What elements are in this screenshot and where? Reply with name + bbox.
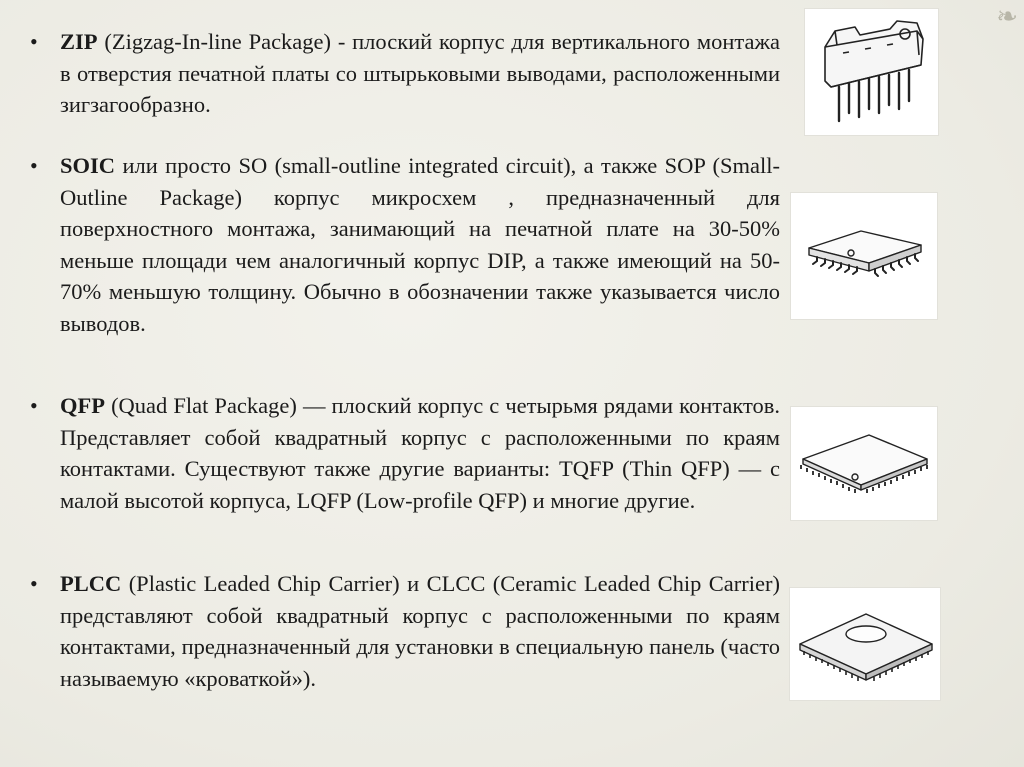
bullet-dot: • <box>30 29 38 54</box>
bullet-text: (Zigzag-In-line Package) - плоский корпус для вертикального монтажа в отверстия печатной платы со штырьковыми выводами, расположенными зигзагообразно. <box>60 29 780 117</box>
bullet-qfp <box>20 390 780 516</box>
bullet-term: ZIP <box>60 29 98 54</box>
qfp-package-illustration-icon <box>791 407 937 520</box>
bullet-soic <box>20 150 780 339</box>
bullet-term: QFP <box>60 393 105 418</box>
bullet-text: или просто SO (small-outline integrated circuit), а также SOP (Small-Outline Package) корпус микросхем , предназначенный для поверхностного монтажа, занимающий на печатной плате на 30-50% меньше площади чем аналогичный корпус DIP, а также имеющий на 50-70% меньшую толщину. Обычно в обозначении также указывается число выводов. <box>60 153 780 336</box>
bullet-text: (Plastic Leaded Chip Carrier) и CLCC (Ceramic Leaded Chip Carrier) представляют собой квадратный корпус с расположенными по краям контактами, предназначенный для установки в специальную панель (часто называемую «кроваткой»). <box>60 571 780 691</box>
plcc-package-illustration-icon <box>790 588 940 700</box>
bullet-dot: • <box>30 153 38 178</box>
corner-ornament-icon: ❧ <box>996 2 1018 31</box>
bullet-zip <box>20 26 780 121</box>
bullet-dot: • <box>30 393 38 418</box>
bullet-plcc <box>20 568 780 694</box>
bullet-term: SOIC <box>60 153 116 178</box>
bullet-term: PLCC <box>60 571 122 596</box>
soic-package-illustration-icon <box>791 193 937 319</box>
zip-package-illustration-icon <box>805 9 938 135</box>
bullet-dot: • <box>30 571 38 596</box>
bullet-text: (Quad Flat Package) — плоский корпус с четырьмя рядами контактов. Представляет собой квадратный корпус с расположенными по краям контактами. Существуют также другие варианты: TQFP (Thin QFP) — с малой высотой корпуса, LQFP (Low-profile QFP) и многие другие. <box>60 393 780 513</box>
